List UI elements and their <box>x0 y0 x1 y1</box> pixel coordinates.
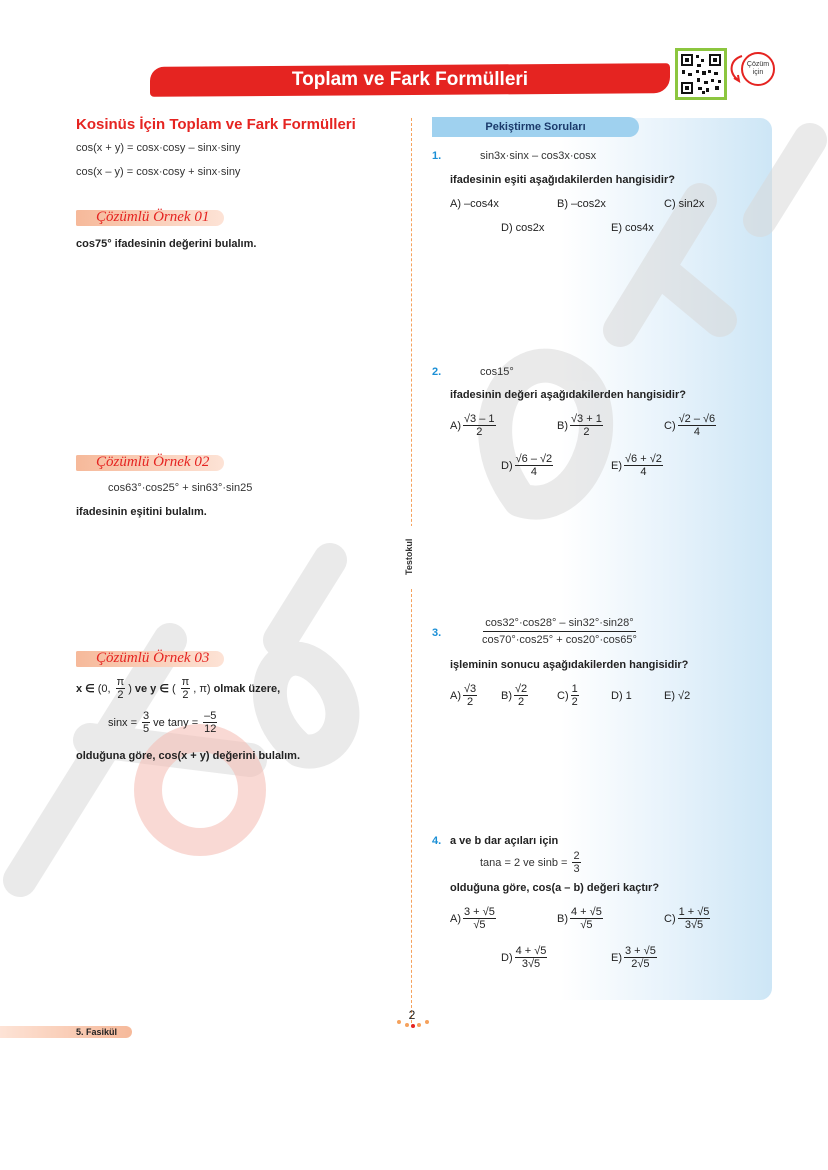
example-01-text: cos75° ifadesinin değerini bulalım. <box>76 238 257 250</box>
cond-open: (0, <box>97 682 111 695</box>
q1-option-b[interactable]: B) –cos2x <box>557 198 606 210</box>
frac-num: 3 + √5 <box>464 906 495 918</box>
cond-close2: , π) <box>193 682 211 695</box>
q3-option-a[interactable] <box>450 683 477 708</box>
frac-num: 3 <box>143 710 150 722</box>
option-fraction <box>463 683 477 708</box>
frac-den: 2 <box>467 696 474 708</box>
option-letter: D) <box>501 951 513 964</box>
q2-number: 2. <box>432 366 442 378</box>
option-fraction <box>570 906 603 931</box>
q3-prompt: işleminin sonucu aşağıdakilerden hangisidir? <box>450 659 689 671</box>
cond-y: ve y ∈ <box>134 683 169 695</box>
q1-expression: sin3x·sinx – cos3x·cosx <box>480 150 597 162</box>
cond-open2: ( <box>171 682 176 695</box>
option-letter: B) <box>557 912 568 925</box>
practice-panel <box>420 118 772 1000</box>
q4-option-e[interactable] <box>611 945 657 970</box>
example-03-label: Çözümlü Örnek 03 <box>96 650 210 666</box>
q3-option-d[interactable]: D) 1 <box>611 690 632 702</box>
cond-olmak: olmak üzere, <box>213 682 281 695</box>
watermark-stroke <box>270 659 343 752</box>
q4-option-b[interactable] <box>557 906 603 931</box>
frac-num: √2 – √6 <box>678 413 716 425</box>
frac-num: √6 + √2 <box>625 453 662 465</box>
tany-label: ve tany = <box>153 716 199 729</box>
frac-den: 4 <box>530 466 537 478</box>
q2-option-e[interactable] <box>611 453 663 478</box>
q1-option-c[interactable]: C) sin2x <box>664 198 705 210</box>
frac-num: √3 + 1 <box>571 413 602 425</box>
frac-num: 3 + √5 <box>625 945 656 957</box>
example-02-expression: cos63°·cos25° + sin63°·sin25 <box>108 482 253 494</box>
q2-prompt: ifadesinin değeri aşağıdakilerden hangisidir? <box>450 389 686 401</box>
frac-den: 3√5 <box>521 958 541 970</box>
formula-cos-diff: cos(x – y) = cosx·cosy + sinx·siny <box>76 166 241 178</box>
q4-option-c[interactable] <box>664 906 710 931</box>
q1-option-d[interactable]: D) cos2x <box>501 222 545 234</box>
option-letter: B) <box>557 419 568 432</box>
frac-den: 3 <box>573 863 580 875</box>
example-02-text: ifadesinin eşitini bulalım. <box>76 506 207 518</box>
q1-number: 1. <box>432 150 442 162</box>
pi-over-2 <box>116 676 126 701</box>
q3-number: 3. <box>432 627 442 639</box>
frac-den: 5 <box>143 723 150 735</box>
q4-number: 4. <box>432 835 442 847</box>
q4-intro: a ve b dar açıları için <box>450 835 559 847</box>
example-03-condition <box>76 676 280 701</box>
frac-den: 2 <box>117 689 124 701</box>
q2-option-b[interactable] <box>557 413 603 438</box>
option-fraction <box>463 906 496 931</box>
frac-den: 4 <box>693 426 700 438</box>
q4-given <box>480 850 581 875</box>
option-letter: A) <box>450 689 461 702</box>
frac-den: 2 <box>476 426 483 438</box>
option-fraction <box>515 945 548 970</box>
qr-code-icon[interactable] <box>675 48 727 100</box>
q4-expression: tana = 2 ve sinb = <box>480 856 568 869</box>
frac-den: 12 <box>204 723 217 735</box>
q3-big-fraction <box>482 617 637 646</box>
solution-label: Çözüm <box>746 61 770 68</box>
option-letter: C) <box>664 912 676 925</box>
frac-den: 3√5 <box>684 919 704 931</box>
fascicle-label: 5. Fasikül <box>76 1027 118 1037</box>
option-fraction <box>463 413 496 438</box>
option-fraction <box>624 453 663 478</box>
frac-den: √5 <box>580 919 593 931</box>
q1-option-a[interactable]: A) –cos4x <box>450 198 499 210</box>
sinx-label: sinx = <box>108 716 138 729</box>
brand-vertical-logo: Testokul <box>404 526 420 588</box>
option-fraction <box>624 945 657 970</box>
tany-fraction <box>203 710 217 735</box>
formula-cos-sum: cos(x + y) = cosx·cosy – sinx·siny <box>76 142 241 154</box>
q1-prompt: ifadesinin eşiti aşağıdakilerden hangisidir? <box>450 174 675 186</box>
frac-num: 1 <box>571 683 578 695</box>
frac-num: √3 – 1 <box>464 413 495 425</box>
sinb-fraction <box>572 850 580 875</box>
frac-num: √3 <box>464 683 477 695</box>
option-letter: B) <box>501 689 512 702</box>
q3-option-c[interactable] <box>557 683 579 708</box>
frac-num: π <box>116 676 125 688</box>
practice-tab: Pekiştirme Soruları <box>432 117 639 137</box>
frac-den: cos70°·cos25° + cos20°·cos65° <box>482 634 637 646</box>
q1-option-e[interactable]: E) cos4x <box>611 222 654 234</box>
frac-num: √6 – √2 <box>515 453 553 465</box>
q3-option-b[interactable] <box>501 683 528 708</box>
q2-option-c[interactable] <box>664 413 716 438</box>
frac-den: 2 <box>583 426 590 438</box>
option-letter: A) <box>450 912 461 925</box>
option-letter: A) <box>450 419 461 432</box>
section-title: Kosinüs İçin Toplam ve Fark Formülleri <box>76 116 356 133</box>
frac-num: 4 + √5 <box>571 906 602 918</box>
frac-num: –5 <box>204 710 217 722</box>
watermark-stroke <box>280 560 330 640</box>
example-03-given <box>108 710 217 735</box>
example-01-label: Çözümlü Örnek 01 <box>96 209 210 225</box>
option-letter: C) <box>557 689 569 702</box>
option-fraction <box>678 413 717 438</box>
q4-prompt: olduğuna göre, cos(a – b) değeri kaçtır? <box>450 882 660 894</box>
option-fraction <box>570 413 603 438</box>
page-number: 2 <box>408 1008 416 1022</box>
option-letter: E) <box>611 951 622 964</box>
q3-option-e[interactable]: E) √2 <box>664 690 691 702</box>
option-fraction <box>678 906 711 931</box>
frac-den: 2√5 <box>631 958 650 970</box>
frac-num: 4 + √5 <box>515 945 547 957</box>
option-letter: C) <box>664 419 676 432</box>
option-letter: E) <box>611 459 622 472</box>
page-title: Toplam ve Fark Formülleri <box>291 69 529 90</box>
solution-label-2: için <box>752 69 764 76</box>
frac-num: √2 <box>515 683 528 695</box>
frac-den: 2 <box>182 689 189 701</box>
pi-over-2 <box>181 676 191 701</box>
cond-x: x ∈ <box>76 683 95 695</box>
frac-den: 2 <box>571 696 578 708</box>
q3-expression <box>480 617 637 646</box>
option-fraction <box>571 683 579 708</box>
frac-num: cos32°·cos28° – sin32°·sin28° <box>483 617 635 632</box>
sinx-fraction <box>142 710 150 735</box>
q2-option-d[interactable] <box>501 453 553 478</box>
frac-den: 4 <box>640 466 647 478</box>
q4-option-a[interactable] <box>450 906 496 931</box>
frac-den: √5 <box>473 919 486 931</box>
page-dots-ornament <box>396 1018 430 1028</box>
cond-close: ) <box>128 682 132 695</box>
frac-num: 2 <box>573 850 580 862</box>
solution-link-button[interactable] <box>741 52 775 86</box>
option-fraction <box>515 453 554 478</box>
q2-option-a[interactable] <box>450 413 496 438</box>
option-fraction <box>514 683 528 708</box>
option-letter: D) <box>501 459 513 472</box>
frac-den: 2 <box>518 696 525 708</box>
example-03-text: olduğuna göre, cos(x + y) değerini bulalım. <box>76 750 301 762</box>
frac-num: π <box>181 676 190 688</box>
example-02-label: Çözümlü Örnek 02 <box>96 454 210 470</box>
q2-expression: cos15° <box>480 366 514 378</box>
q4-option-d[interactable] <box>501 945 547 970</box>
frac-num: 1 + √5 <box>678 906 710 918</box>
